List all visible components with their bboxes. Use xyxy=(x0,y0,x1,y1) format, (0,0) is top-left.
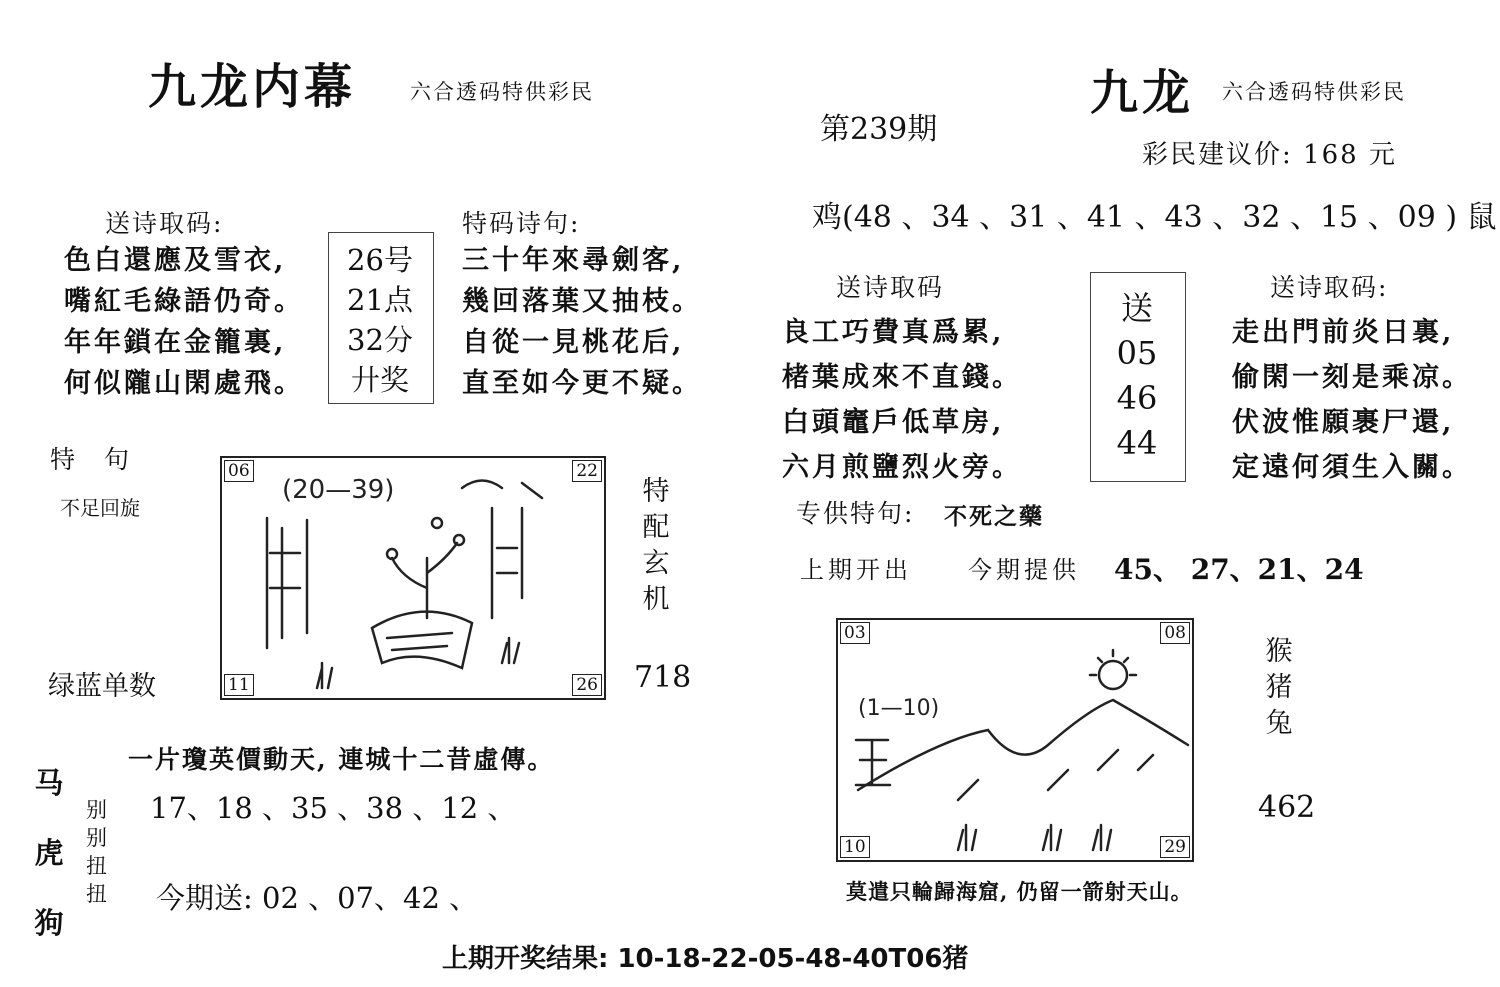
poem-line: 直至如今更不疑。 xyxy=(462,368,702,399)
provide-label: 今期提供 xyxy=(968,556,1080,584)
send-box-line: 送 xyxy=(1120,289,1153,327)
poem-line: 偷閑一刻是乘凉。 xyxy=(1232,362,1472,393)
sketch-drawing xyxy=(222,458,604,698)
corner-number: 26 xyxy=(572,674,602,696)
left-verse: 一片瓊英價動天, 連城十二昔虛傳。 xyxy=(128,745,555,774)
bie-label-vertical xyxy=(86,796,107,908)
special-poem xyxy=(462,240,702,404)
send-line: 今期送: 02 、07、42 、 xyxy=(156,881,479,915)
price-line: 彩民建议价: 168 元 xyxy=(1142,140,1397,170)
poem-line: 幾回落葉又抽枝。 xyxy=(462,286,702,317)
poem-line: 走出門前炎日裏, xyxy=(1232,317,1455,348)
tejue-text: 不足回旋 xyxy=(60,496,140,520)
left-picture xyxy=(220,456,606,700)
last-issue-label: 上期开出 xyxy=(800,556,912,584)
tejue-label: 特 句 xyxy=(50,445,132,474)
animal-char: 猪 xyxy=(1265,672,1293,703)
animal-char: 马 xyxy=(34,766,64,800)
right-poem-label-right: 送诗取码: xyxy=(1270,273,1389,302)
poem-line: 色白還應及雪衣, xyxy=(64,245,287,276)
send-box-line: 44 xyxy=(1116,424,1158,462)
send-box-line: 46 xyxy=(1116,379,1158,417)
right-picture xyxy=(836,618,1194,862)
issue-number: 第239期 xyxy=(820,112,938,147)
bie-char: 扭 xyxy=(86,854,107,878)
right-subtitle: 六合透码特供彩民 xyxy=(1222,80,1406,104)
poem-line: 自從一見桃花后, xyxy=(462,327,685,358)
poem-line: 何似隴山閑處飛。 xyxy=(64,368,304,399)
right-poem-left xyxy=(782,310,1022,490)
mid-box-line: 21点 xyxy=(347,283,413,317)
right-title: 九龙 xyxy=(1090,65,1195,121)
animal-char: 虎 xyxy=(34,836,64,870)
bie-numbers: 17、18 、35 、38 、12 、 xyxy=(150,791,517,825)
mid-box-line: 32分 xyxy=(347,323,413,357)
sketch-scrawl: (1—10) xyxy=(858,696,940,721)
special-phrase-label: 专供特句: xyxy=(796,499,915,528)
vertical-char: 机 xyxy=(642,584,670,615)
corner-number: 11 xyxy=(224,674,254,696)
corner-number: 10 xyxy=(840,836,870,858)
left-number: 718 xyxy=(634,660,692,695)
left-mid-box-text xyxy=(345,240,415,400)
ji-line: 鸡(48 、34 、31 、41 、43 、32 、15 、09 ) 鼠 xyxy=(812,200,1497,235)
last-result: 上期开奖结果: 10-18-22-05-48-40T06猪 xyxy=(442,944,969,974)
left-title: 九龙内幕 xyxy=(148,59,357,115)
green-blue-label: 绿蓝单数 xyxy=(48,671,156,702)
corner-number: 22 xyxy=(572,460,602,482)
poem-line: 年年鎖在金籠裏, xyxy=(64,327,287,358)
bie-char: 别 xyxy=(86,826,107,850)
right-poem-right xyxy=(1232,310,1472,490)
poem-line: 白頭竈戶低草房, xyxy=(782,407,1005,438)
left-animals-vertical xyxy=(32,748,66,958)
animal-char: 狗 xyxy=(34,906,64,940)
poem-line: 三十年來尋劍客, xyxy=(462,245,685,276)
sketch-drawing xyxy=(838,620,1192,860)
provide-numbers: 45、 27、21、24 xyxy=(1114,553,1364,586)
right-number: 462 xyxy=(1258,790,1316,825)
left-poem-label: 送诗取码: xyxy=(105,209,224,238)
bie-char: 扭 xyxy=(86,882,107,906)
bie-char: 别 xyxy=(86,798,107,822)
right-poem-label-left: 送诗取码 xyxy=(836,273,945,302)
vertical-char: 特 xyxy=(642,476,670,507)
poem-line: 定遠何須生入關。 xyxy=(1232,452,1472,483)
corner-number: 03 xyxy=(840,622,870,644)
special-phrase-text: 不死之藥 xyxy=(944,503,1044,530)
left-poem xyxy=(64,240,304,404)
vertical-char: 配 xyxy=(642,512,670,543)
corner-number: 08 xyxy=(1160,622,1190,644)
animal-char: 猴 xyxy=(1265,636,1293,667)
left-subtitle: 六合透码特供彩民 xyxy=(410,80,594,104)
corner-number: 06 xyxy=(224,460,254,482)
poem-line: 楮葉成來不直錢。 xyxy=(782,362,1022,393)
right-animals-vertical xyxy=(1262,634,1296,742)
tepei-vertical xyxy=(636,474,676,618)
poem-line: 伏波惟願裹尸還, xyxy=(1232,407,1455,438)
mid-box-line: 廾奖 xyxy=(350,363,409,397)
special-poem-label: 特码诗句: xyxy=(462,209,581,238)
sketch-scrawl: (20—39) xyxy=(282,475,395,505)
poem-line: 良工巧費真爲累, xyxy=(782,317,1005,348)
send-box-text xyxy=(1090,286,1184,466)
corner-number: 29 xyxy=(1160,836,1190,858)
animal-char: 兔 xyxy=(1265,708,1293,739)
poem-line: 六月煎鹽烈火旁。 xyxy=(782,452,1022,483)
poem-line: 嘴紅毛綠語仍奇。 xyxy=(64,286,304,317)
right-verse: 莫遣只輪歸海窟, 仍留一箭射天山。 xyxy=(846,879,1193,904)
send-box-line: 05 xyxy=(1116,334,1158,372)
vertical-char: 玄 xyxy=(642,548,670,579)
mid-box-line: 26号 xyxy=(347,243,413,277)
